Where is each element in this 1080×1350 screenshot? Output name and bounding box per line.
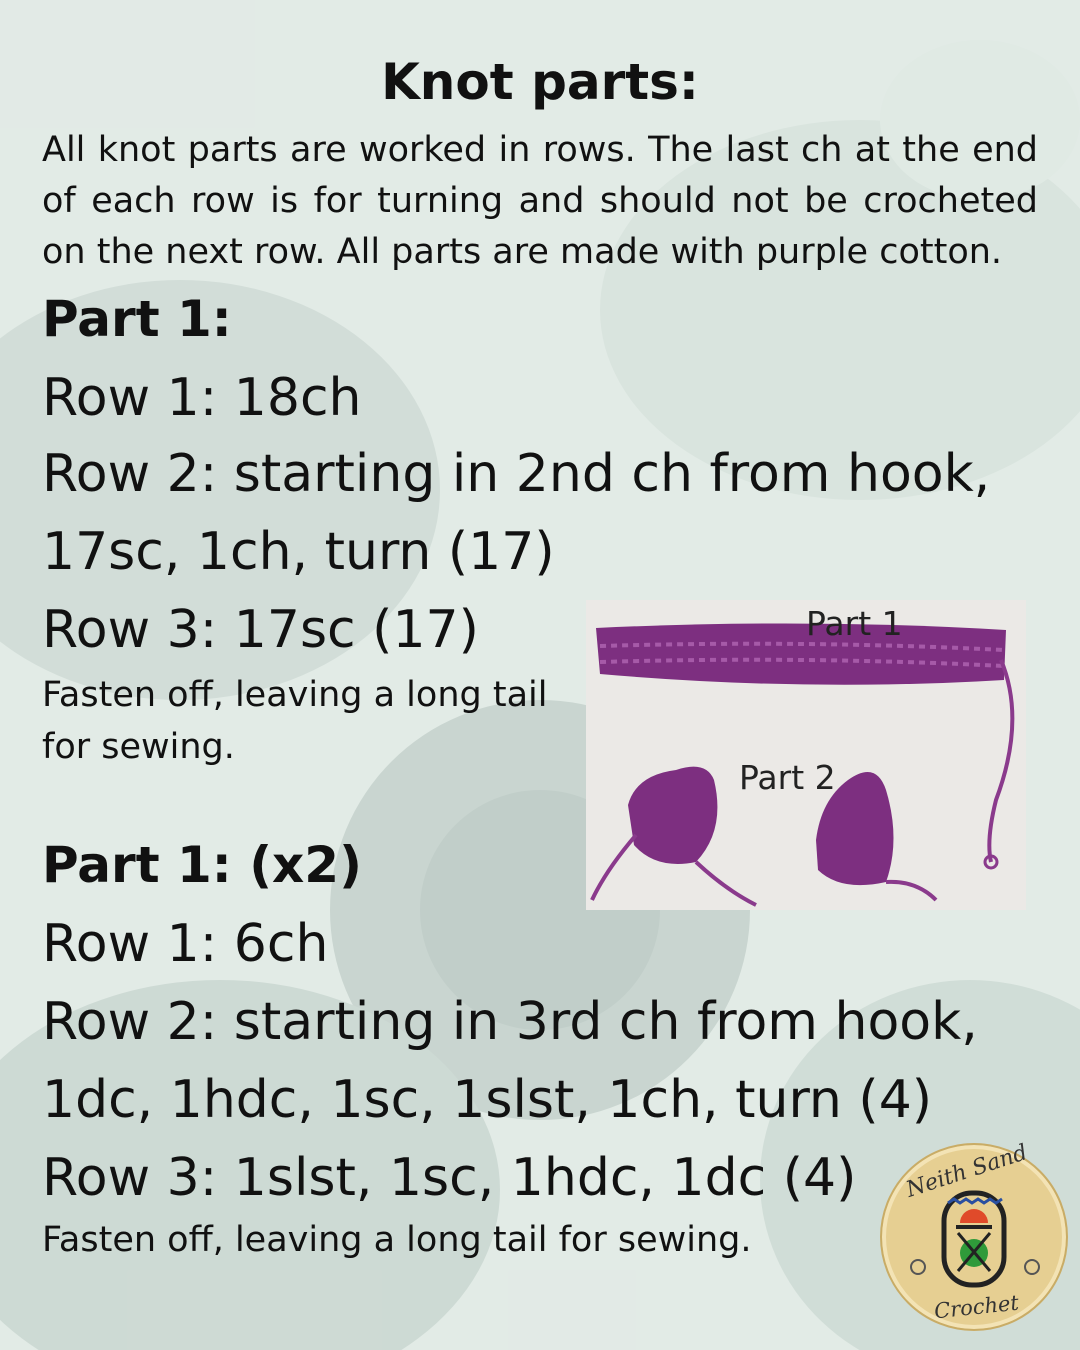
yarn-tail (989, 660, 1012, 862)
part1-row2: Row 2: starting in 2nd ch from hook, (42, 444, 991, 504)
part1-row2-cont: 17sc, 1ch, turn (17) (42, 522, 555, 582)
part1-row1: Row 1: 18ch (42, 368, 362, 428)
yarn-pieces-illustration (586, 600, 1026, 910)
part2-row2-cont: 1dc, 1hdc, 1sc, 1slst, 1ch, turn (4) (42, 1070, 933, 1130)
part2-row3: Row 3: 1slst, 1sc, 1hdc, 1dc (4) (42, 1148, 857, 1208)
part2-heading: Part 1: (x2) (42, 836, 362, 894)
photo-label-part2: Part 2 (739, 758, 836, 797)
part2-fasten: Fasten off, leaving a long tail for sewing. (42, 1220, 752, 1260)
crochet-parts-photo (586, 600, 1026, 910)
part2-row1: Row 1: 6ch (42, 914, 329, 974)
part1-fasten-line1: Fasten off, leaving a long tail (42, 675, 548, 715)
part1-row3: Row 3: 17sc (17) (42, 600, 479, 660)
logo-top-text: Neith Sand (903, 1140, 1031, 1203)
intro-paragraph: All knot parts are worked in rows. The last ch at the end of each row is for turning and should not be crocheted on the next row. All parts are made with purple cotton. (42, 130, 1038, 272)
logo-bottom-text: Crochet (932, 1290, 1020, 1324)
page-title: Knot parts: (381, 53, 699, 111)
part1-strip (596, 623, 1006, 684)
photo-label-part1: Part 1 (806, 604, 903, 643)
brand-logo (880, 1140, 1068, 1331)
part1-fasten-line2: for sewing. (42, 727, 235, 767)
part1-heading: Part 1: (42, 290, 232, 348)
part2-row2: Row 2: starting in 3rd ch from hook, (42, 992, 978, 1052)
part2-piece-left (628, 767, 717, 864)
